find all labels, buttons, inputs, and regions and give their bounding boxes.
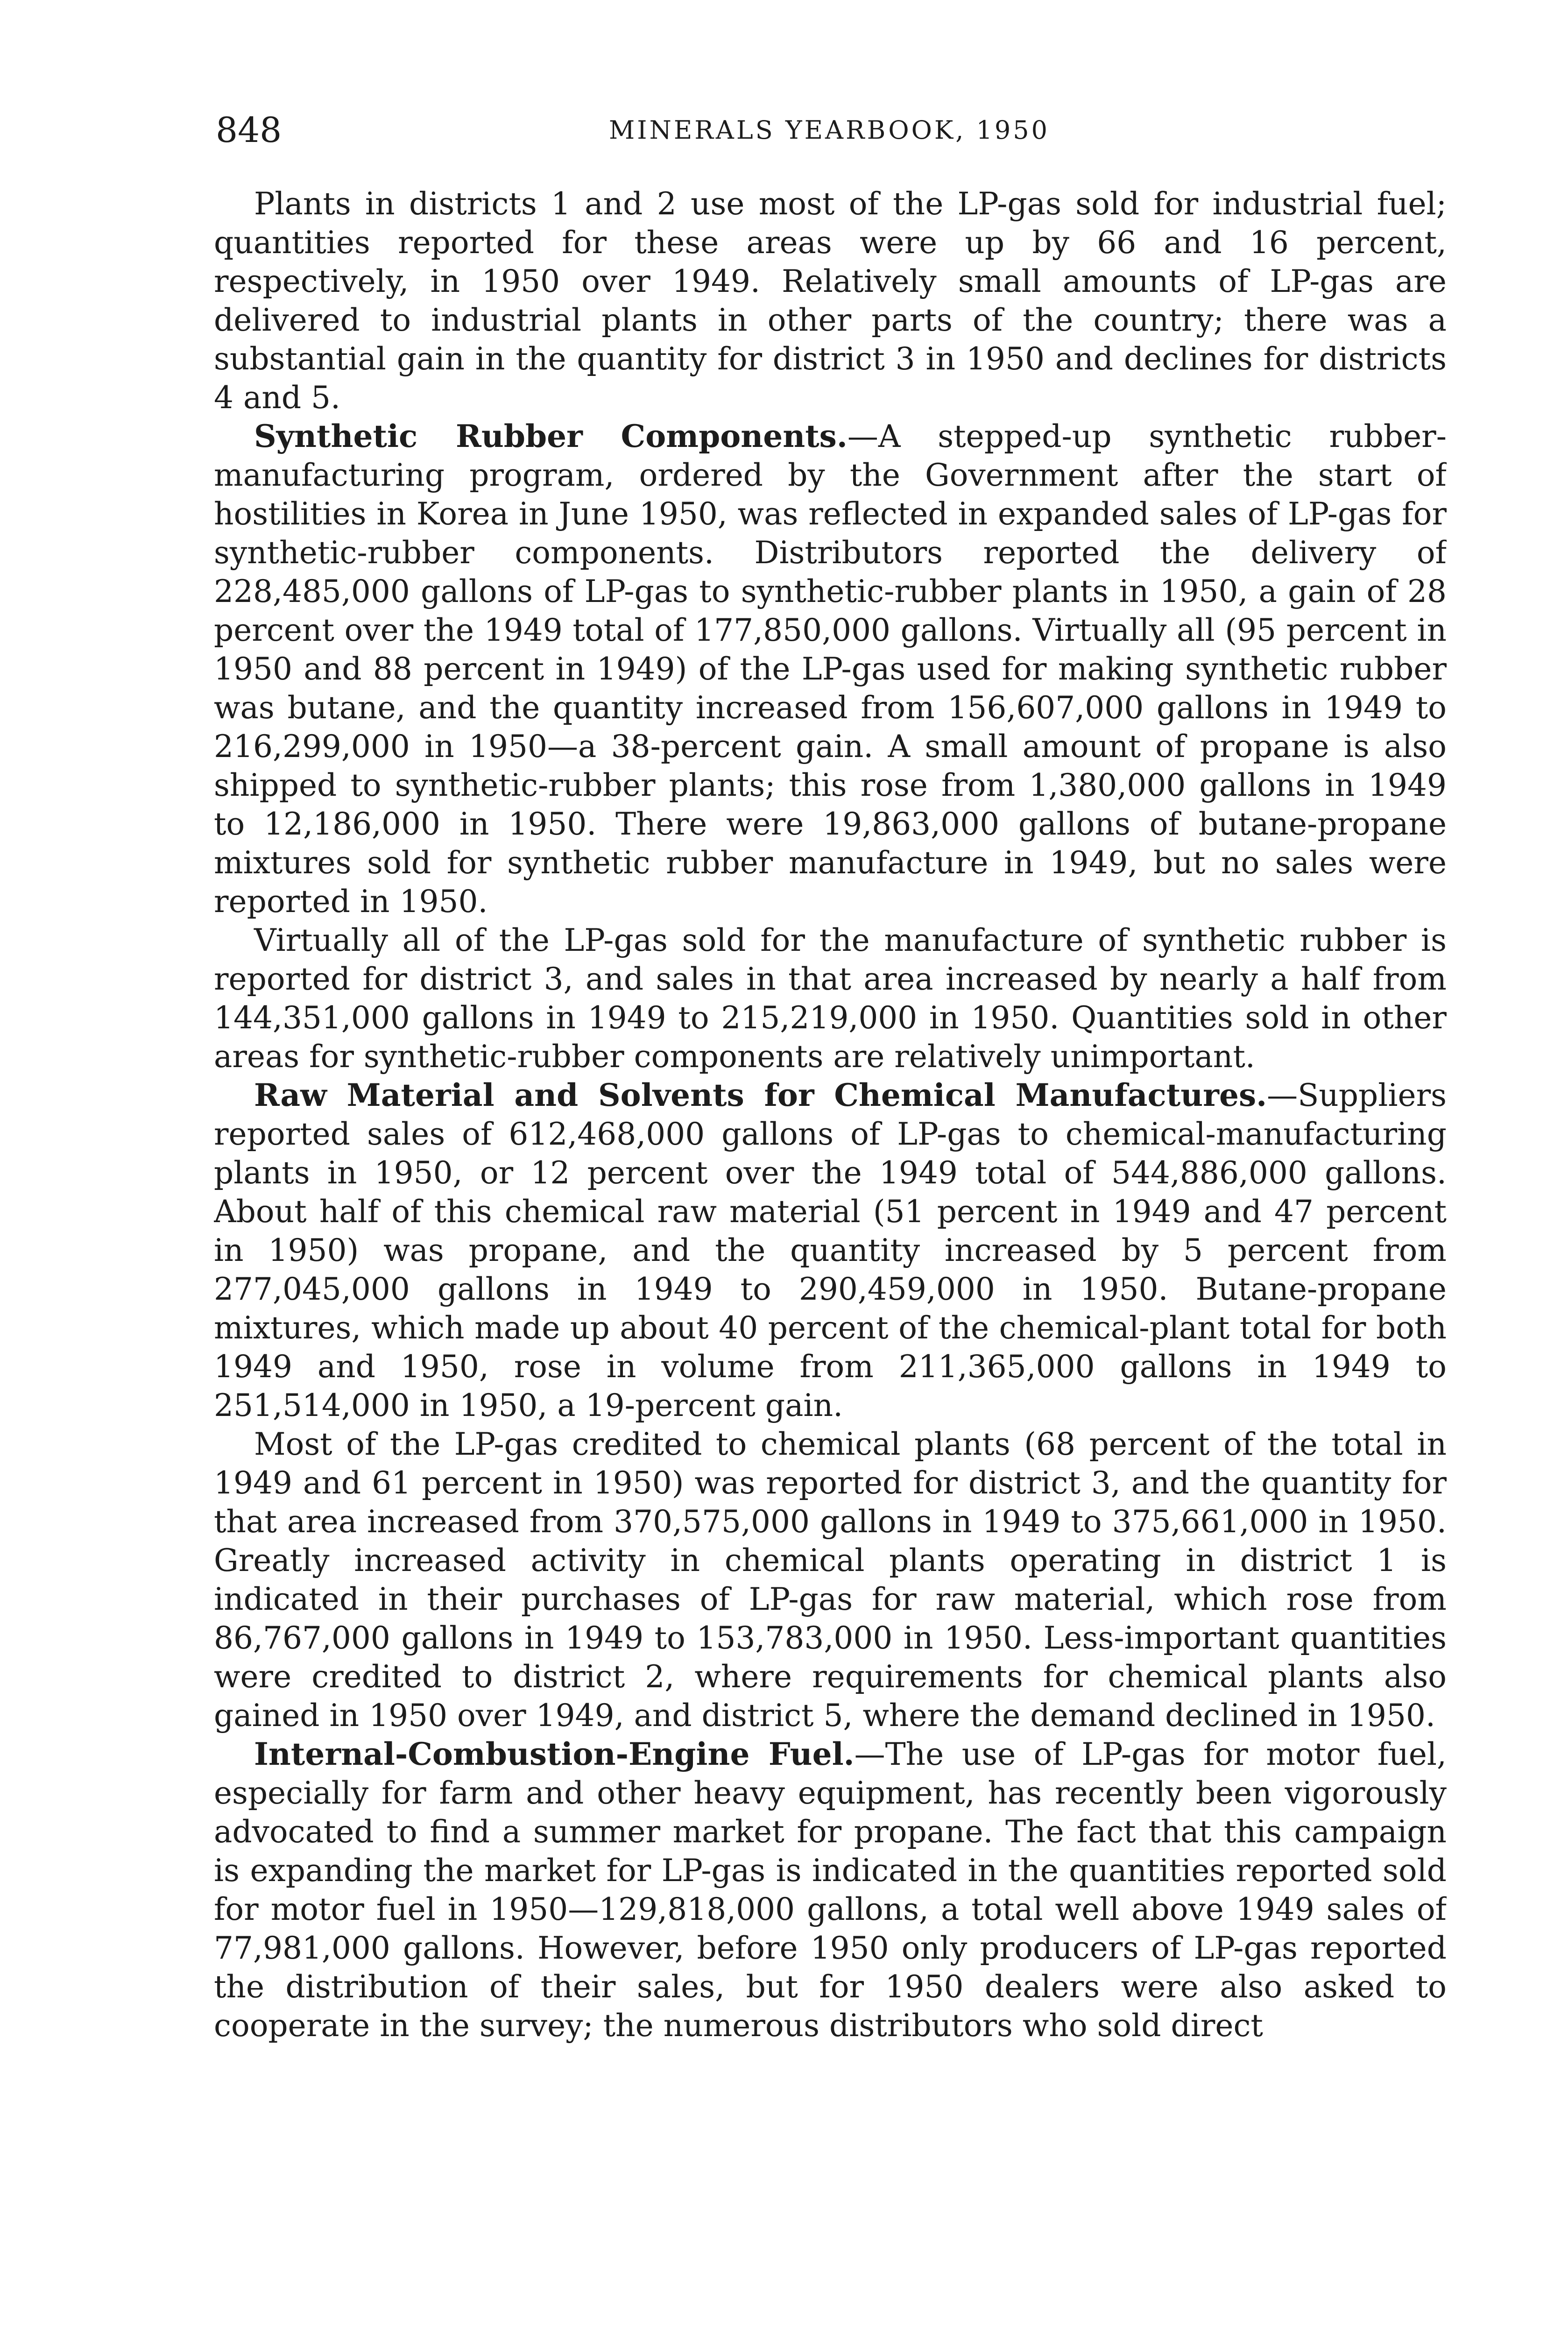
page-body	[214, 184, 1447, 2258]
section-heading-chemical-manufactures: Raw Material and Solvents for Chemical Manufactures.	[254, 1077, 1267, 1113]
paragraph-engine-fuel	[214, 1735, 1447, 2045]
paragraph-chemical-raw-material	[214, 1076, 1447, 1425]
paragraph-industrial-fuel: Plants in districts 1 and 2 use most of the LP-gas sold for industrial fuel; quantities reported for these areas were up by 66 and 16 percent, respectively, in 1950 over 1949. Relatively small amounts of LP-gas are delivered to industrial plants in other parts of the country; there was a substantial gain in the quantity for district 3 in 1950 and declines for districts 4 and 5.	[214, 186, 1447, 416]
page-number: 848	[216, 110, 282, 150]
page-header	[216, 105, 1443, 156]
section-heading-synthetic-rubber: Synthetic Rubber Components.	[254, 418, 848, 454]
paragraph-chemical-raw-material-text: —Suppliers reported sales of 612,468,000 gallons of LP-gas to chemical-manufacturing plants in 1950, or 12 percent over the 1949 total of 544,886,000 gallons. About half of this chemical raw material (51 percent in 1949 and 47 percent in 1950) was propane, and the quantity increased by 5 percent from 277,045,000 gallons in 1949 to 290,459,000 in 1950. Butane-propane mixtures, which made up about 40 percent of the chemical-plant total for both 1949 and 1950, rose in volume from 211,365,000 gallons in 1949 to 251,514,000 in 1950, a 19-percent gain.	[214, 1077, 1447, 1423]
running-head: MINERALS YEARBOOK, 1950	[608, 115, 1050, 145]
paragraph-engine-fuel-text: —The use of LP-gas for motor fuel, especially for farm and other heavy equipment, has recently been vigorously advocated to find a summer market for propane. The fact that this campaign is expanding the market for LP-gas is indicated in the quantities reported sold for motor fuel in 1950—129,818,000 gallons, a total well above 1949 sales of 77,981,000 gallons. However, before 1950 only producers of LP-gas reported the distribution of their sales, but for 1950 dealers were also asked to cooperate in the survey; the numerous distributors who sold direct	[214, 1736, 1447, 2044]
section-heading-engine-fuel: Internal-Combustion-Engine Fuel.	[254, 1736, 855, 1772]
paragraph-district-3-rubber: Virtually all of the LP-gas sold for the manufacture of synthetic rubber is reported for district 3, and sales in that area increased by nearly a half from 144,351,000 gallons in 1949 to 215,219,000 in 1950. Quantities sold in other areas for synthetic-rubber components are relatively unimportant.	[214, 922, 1447, 1075]
paragraph-chemical-districts: Most of the LP-gas credited to chemical plants (68 percent of the total in 1949 and 61 percent in 1950) was reported for district 3, and the quantity for that area increased from 370,575,000 gallons in 1949 to 375,661,000 in 1950. Greatly increased activity in chemical plants operating in district 1 is indicated in their purchases of LP-gas for raw material, which rose from 86,767,000 gallons in 1949 to 153,783,000 in 1950. Less-important quantities were credited to district 2, where requirements for chemical plants also gained in 1950 over 1949, and district 5, where the demand declined in 1950.	[214, 1426, 1447, 1734]
paragraph-synthetic-rubber	[214, 417, 1447, 921]
paragraph-synthetic-rubber-text: —A stepped-up synthetic rubber-manufacturing program, ordered by the Government after the start of hostilities in Korea in June 1950, was reflected in expanded sales of LP-gas for synthetic-rubber components. Distributors reported the delivery of 228,485,000 gallons of LP-gas to synthetic-rubber plants in 1950, a gain of 28 percent over the 1949 total of 177,850,000 gallons. Virtually all (95 percent in 1950 and 88 percent in 1949) of the LP-gas used for making synthetic rubber was butane, and the quantity increased from 156,607,000 gallons in 1949 to 216,299,000 in 1950—a 38-percent gain. A small amount of propane is also shipped to synthetic-rubber plants; this rose from 1,380,000 gallons in 1949 to 12,186,000 in 1950. There were 19,863,000 gallons of butane-propane mixtures sold for synthetic rubber manufacture in 1949, but no sales were reported in 1950.	[214, 418, 1447, 920]
